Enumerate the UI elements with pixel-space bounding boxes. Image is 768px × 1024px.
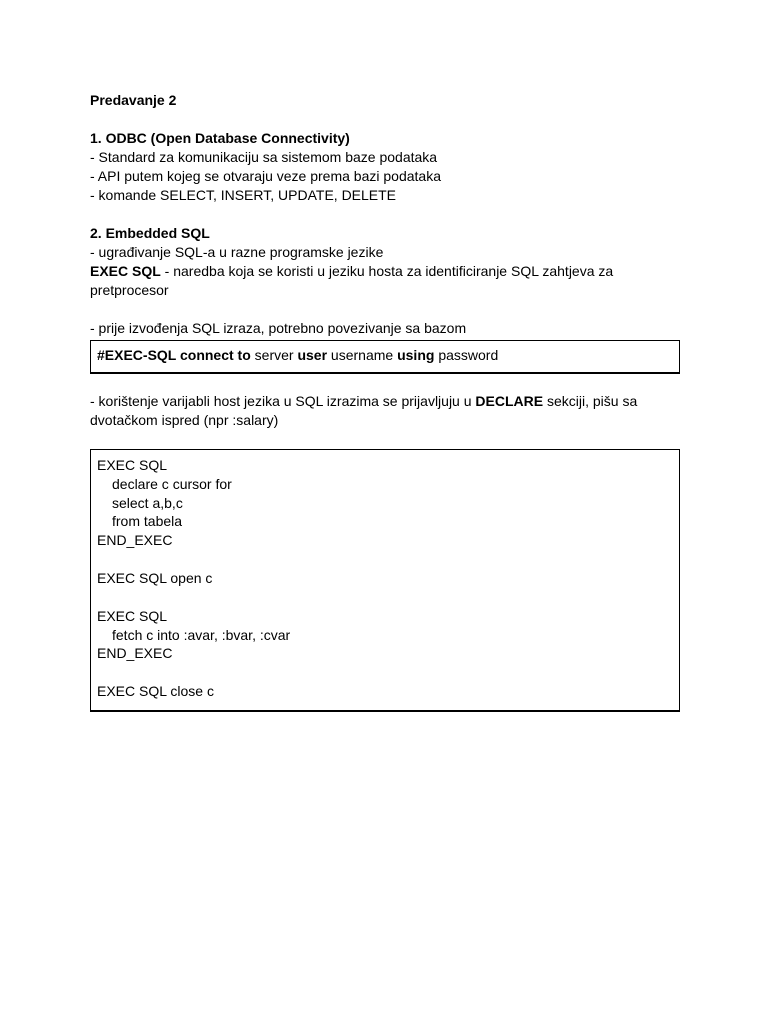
declare-keyword: DECLARE	[475, 393, 544, 409]
code-line: END_EXEC	[97, 532, 173, 549]
declare-note-text: - korištenje varijabli host jezika u SQL izrazima se prijavljuju u	[90, 393, 476, 409]
code-line: EXEC SQL close c	[97, 683, 214, 700]
exec-sql-description: - naredba koja se koristi u jeziku hosta za identificiranje SQL zahtjeva za pretprocesor	[90, 263, 614, 298]
section-2-bullet: - ugrađivanje SQL-a u razne programske jezike	[90, 244, 384, 260]
connect-statement-box	[90, 340, 680, 374]
document-page	[90, 91, 680, 712]
code-spacer	[97, 588, 673, 607]
code-line: EXEC SQL	[97, 607, 168, 624]
spacer	[90, 300, 680, 319]
connect-text: server	[250, 347, 298, 363]
password-text: password	[434, 347, 499, 363]
section-1-bullet: - komande SELECT, INSERT, UPDATE, DELETE	[90, 187, 397, 203]
code-spacer	[97, 550, 673, 569]
code-spacer	[97, 663, 673, 682]
code-line: EXEC SQL open c	[97, 569, 213, 586]
code-line: fetch c into :avar, :bvar, :cvar	[112, 626, 291, 643]
section-1-heading: 1. ODBC (Open Database Connectivity)	[90, 130, 350, 146]
declare-note	[90, 392, 680, 430]
connect-keyword: #EXEC-SQL connect to	[97, 347, 251, 363]
user-keyword: user	[297, 347, 328, 363]
section-1-bullet: - Standard za komunikaciju sa sistemom baze podataka	[90, 149, 438, 165]
connect-note: - prije izvođenja SQL izraza, potrebno povezivanje sa bazom	[90, 320, 467, 336]
spacer	[90, 374, 680, 392]
section-1-bullet: - API putem kojeg se otvaraju veze prema bazi podataka	[90, 168, 441, 184]
spacer	[90, 205, 680, 224]
code-line: from tabela	[112, 513, 183, 530]
code-line: declare c cursor for	[112, 475, 232, 492]
code-line: select a,b,c	[112, 494, 183, 511]
code-line: EXEC SQL	[97, 457, 168, 473]
exec-sql-definition	[90, 262, 680, 300]
code-line: END_EXEC	[97, 645, 173, 662]
username-text: username	[327, 347, 398, 363]
section-2-heading: 2. Embedded SQL	[90, 225, 210, 241]
page-title: Predavanje 2	[90, 92, 177, 108]
declare-note-text: sekciji, pišu sa dvotačkom ispred (npr :salary)	[90, 393, 638, 428]
using-keyword: using	[397, 347, 435, 363]
spacer	[90, 110, 680, 129]
code-example-box	[90, 449, 680, 712]
exec-sql-term: EXEC SQL	[90, 263, 161, 279]
